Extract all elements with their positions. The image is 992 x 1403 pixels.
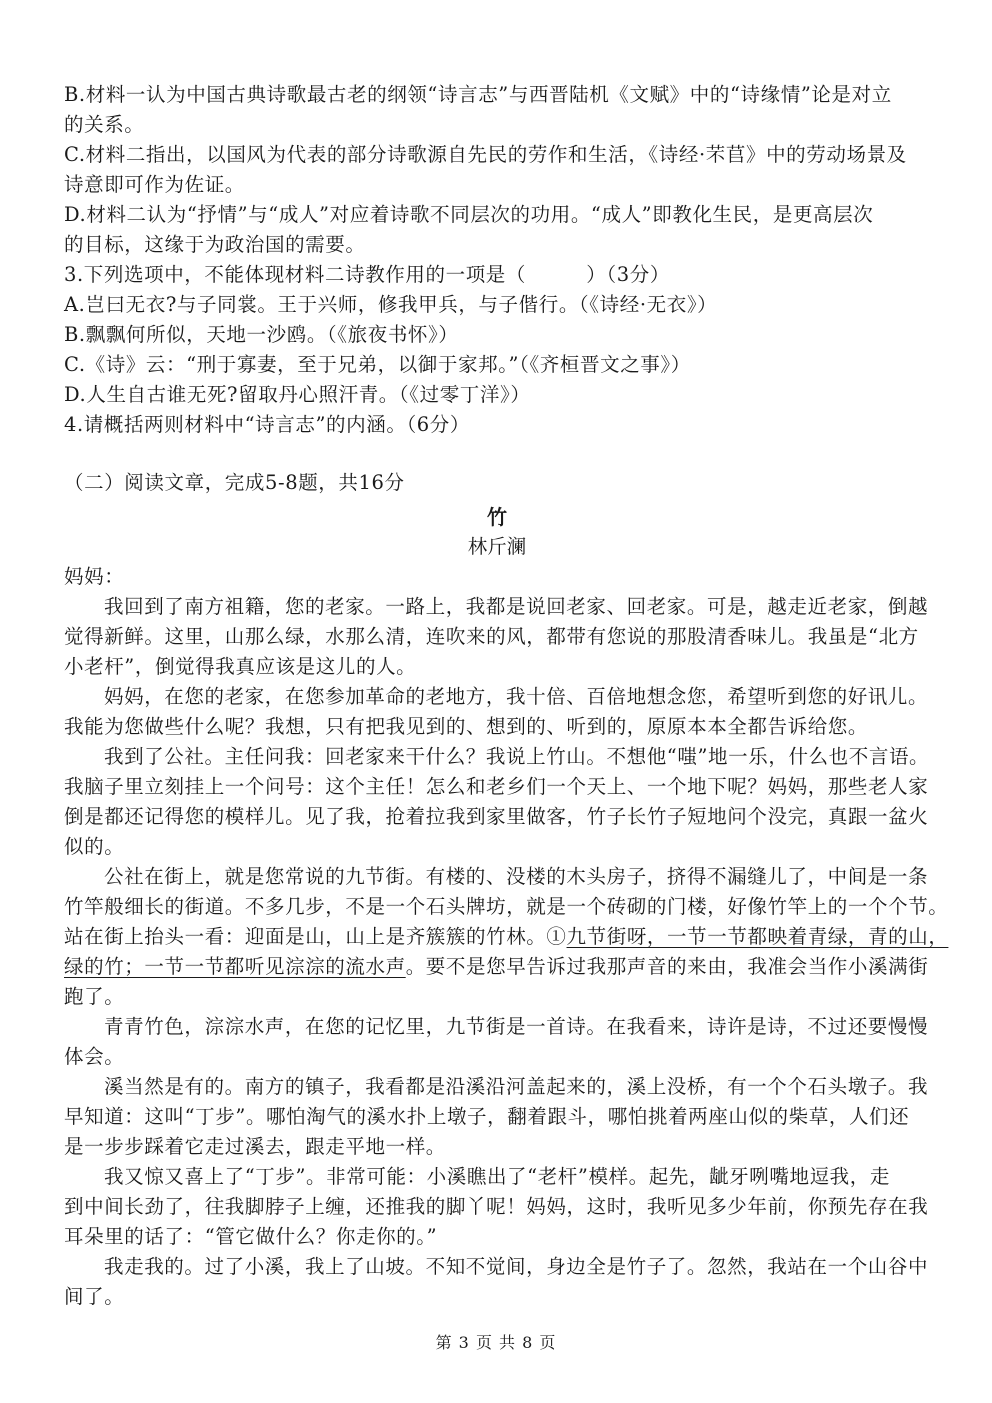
question-options-block [64, 80, 930, 440]
question-3-option-b: B.飘飘何所似，天地一沙鸥。（《旅夜书怀》） [64, 323, 459, 346]
paragraph-4-line-5: 跑了。 [64, 985, 125, 1008]
letter-salutation: 妈妈： [64, 565, 125, 588]
paragraph-1-line-3: 小老杆”，倒觉得我真应该是这儿的人。 [64, 655, 417, 678]
question-3-option-c: C.《诗》云：“刑于寡妻，至于兄弟，以御于家邦。”（《齐桓晋文之事》） [64, 353, 691, 376]
paragraph-4-line-2: 竹竿般细长的街道。不多几步，不是一个石头牌坊，就是一个砖砌的门楼，好像竹竿上的一个个节。 [64, 895, 949, 918]
paragraph-2-line-1: 妈妈，在您的老家，在您参加革命的老地方，我十倍、百倍地想念您，希望听到您的好讯儿。 [104, 685, 929, 708]
paragraph-3-line-1: 我到了公社。主任问我：回老家来干什么？我说上竹山。不想他“嗤”地一乐，什么也不言语。 [104, 745, 930, 768]
question-3: 3.下列选项中，不能体现材料二诗教作用的一项是（ ）（3分） [64, 263, 670, 286]
option-b-line-1: B.材料一认为中国古典诗歌最古老的纲领“诗言志”与西晋陆机《文赋》中的“诗缘情”论是对立 [64, 83, 892, 106]
paragraph-3-line-2: 我脑子里立刻挂上一个问号：这个主任！怎么和老乡们一个天上、一个地下呢？妈妈，那些老人家 [64, 775, 929, 798]
question-4: 4.请概括两则材料中“诗言志”的内涵。（6分） [64, 413, 470, 436]
section-heading: （二）阅读文章，完成5-8题，共16分 [64, 471, 405, 494]
paragraph-3-line-4: 似的。 [64, 835, 125, 858]
section-2 [64, 468, 949, 1312]
question-3-option-d: D.人生自古谁无死?留取丹心照汗青。（《过零丁洋》） [64, 383, 531, 406]
article-title: 竹 [487, 505, 507, 529]
article-body [64, 592, 949, 1312]
paragraph-2-line-2: 我能为您做些什么呢？我想，只有把我见到的、想到的、听到的，原原本本全都告诉给您。 [64, 715, 869, 738]
paragraph-4-line-4 [64, 952, 930, 982]
underlined-sentence-1b: 绿的竹；一节一节都听见淙淙的流水声 [64, 955, 406, 978]
paragraph-7-line-2: 到中间长劲了，往我脚脖子上缠，还推我的脚丫呢！妈妈，这时，我听见多少年前，你预先存在我 [64, 1195, 929, 1218]
paragraph-6-line-2: 早知道：这叫“丁步”。哪怕淘气的溪水扑上墩子，翻着跟斗，哪怕挑着两座山似的柴草，人们还 [64, 1105, 910, 1128]
paragraph-7-line-3: 耳朵里的话了：“管它做什么？你走你的。” [64, 1225, 438, 1248]
paragraph-1-line-2: 觉得新鲜。这里，山那么绿，水那么清，连吹来的风，都带有您说的那股清香味儿。我虽是“北方 [64, 625, 919, 648]
paragraph-6-line-1: 溪当然是有的。南方的镇子，我看都是沿溪沿河盖起来的，溪上没桥，有一个个石头墩子。我 [104, 1075, 929, 1098]
page-content [64, 80, 949, 1312]
paragraph-5-line-2: 体会。 [64, 1045, 125, 1068]
paragraph-4-line-1: 公社在街上，就是您常说的九节街。有楼的、没楼的木头房子，挤得不漏缝儿了，中间是一条 [104, 865, 929, 888]
question-3-option-a: A.岂曰无衣?与子同裳。王于兴师，修我甲兵，与子偕行。（《诗经·无衣》） [64, 293, 718, 316]
option-c-line-2: 诗意即可作为佐证。 [64, 173, 245, 196]
underlined-sentence-1a: 九节街呀，一节一节都映着青绿，青的山， [566, 925, 949, 948]
paragraph-4-line-3-text: 站在街上抬头一看：迎面是山，山上是齐簇簇的竹林。① [64, 925, 567, 948]
article-author: 林斤澜 [467, 535, 527, 558]
paragraph-4-line-4-text: 。要不是您早告诉过我那声音的来由，我准会当作小溪满街 [405, 955, 929, 978]
paragraph-4-line-3 [64, 922, 949, 952]
option-c-line-1: C.材料二指出，以国风为代表的部分诗歌源自先民的劳作和生活，《诗经·芣苢》中的劳动场景及 [64, 143, 907, 166]
option-d-line-1: D.材料二认为“抒情”与“成人”对应着诗歌不同层次的功用。“成人”即教化生民，是更高层次 [64, 203, 874, 226]
paragraph-5-line-1: 青青竹色，淙淙水声，在您的记忆里，九节街是一首诗。在我看来，诗许是诗，不过还要慢慢 [104, 1015, 929, 1038]
option-b-line-2: 的关系。 [64, 113, 145, 136]
paragraph-6-line-3: 是一步步踩着它走过溪去，跟走平地一样。 [64, 1135, 446, 1158]
paragraph-7-line-1: 我又惊又喜上了“丁步”。非常可能：小溪瞧出了“老杆”模样。起先，龇牙咧嘴地逗我，走 [104, 1165, 890, 1188]
page-number-footer: 第 3 页 共 8 页 [435, 1333, 557, 1352]
paragraph-8-line-1: 我走我的。过了小溪，我上了山坡。不知不觉间，身边全是竹子了。忽然，我站在一个山谷中 [104, 1255, 929, 1278]
paragraph-3-line-3: 倒是都还记得您的模样儿。见了我，抢着拉我到家里做客，竹子长竹子短地问个没完，真跟一盆火 [64, 805, 929, 828]
paragraph-1-line-1: 我回到了南方祖籍，您的老家。一路上，我都是说回老家、回老家。可是，越走近老家，倒越 [104, 595, 929, 618]
option-d-line-2: 的目标，这缘于为政治国的需要。 [64, 233, 366, 256]
paragraph-8-line-2: 间了。 [64, 1285, 125, 1308]
